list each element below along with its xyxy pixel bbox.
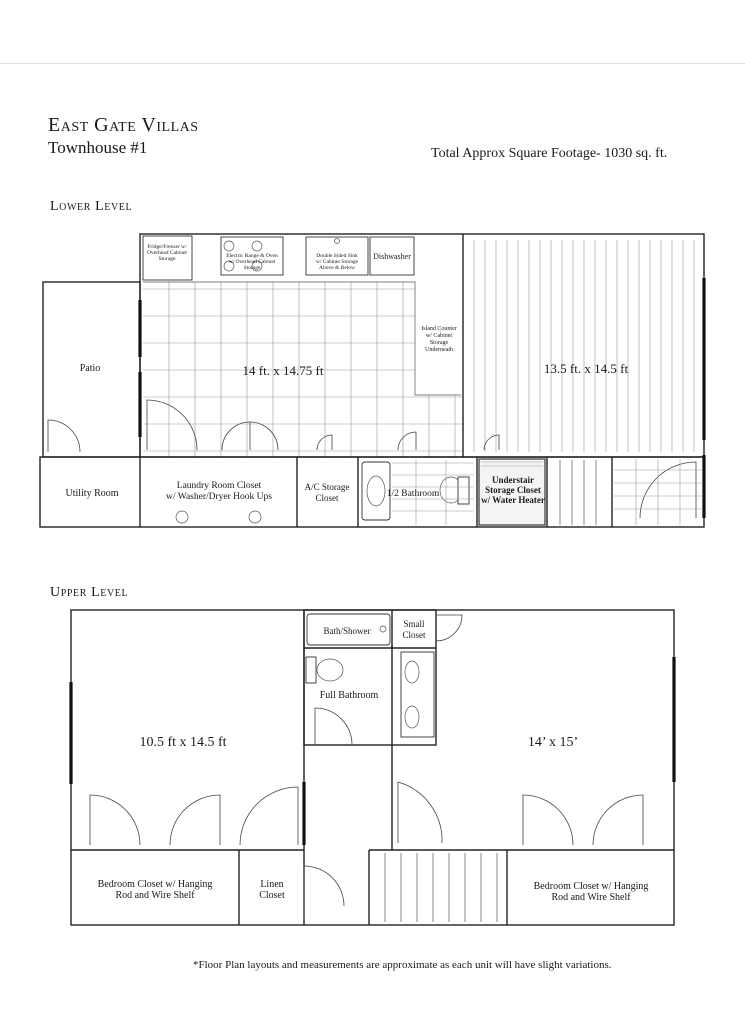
half-bath-door-swing: [398, 432, 416, 450]
dryer-hookup-icon: [249, 511, 261, 523]
bedroom-closet-right-label: Bedroom Closet w/ Hanging Rod and Wire Shelf: [533, 881, 649, 903]
patio-label: Patio: [79, 363, 101, 374]
laundry-label: Laundry Room Closet w/ Washer/Dryer Hook Ups: [166, 481, 272, 502]
bedroom1-dimensions: 10.5 ft x 14.5 ft: [139, 735, 227, 750]
square-footage: Total Approx Square Footage- 1030 sq. ft.: [431, 146, 668, 161]
linen-door-swing: [304, 866, 344, 920]
fridge-label: Fridge/Freezer w/ Overhead Cabinet Storage: [147, 244, 187, 262]
bath-shower-label: Bath/Shower: [323, 626, 371, 636]
washer-hookup-icon: [176, 511, 188, 523]
page-subtitle: Townhouse #1: [48, 138, 148, 157]
understair-door-swing: [484, 435, 499, 450]
entry-door-swing: [640, 462, 696, 518]
utility-room-label: Utility Room: [65, 488, 119, 499]
small-closet-door-swing: [436, 615, 462, 641]
upper-level-heading: Upper Level: [50, 585, 129, 600]
kitchen-dimensions: 14 ft. x 14.75 ft: [242, 363, 324, 378]
footnote: *Floor Plan layouts and measurements are approximate as each unit will have slight variations.: [193, 959, 612, 971]
stair-treads: [560, 460, 596, 525]
closet-door-right-1: [523, 795, 573, 845]
lower-level-plan: [40, 234, 704, 527]
half-bath-label: 1/2 Bathroom: [386, 489, 440, 499]
patio-door-swing: [147, 400, 197, 450]
counter-edge: [143, 282, 461, 395]
dishwasher-label: Dishwasher: [373, 252, 411, 261]
toilet-tank-upper: [306, 657, 316, 683]
laundry-door-swing-right: [250, 422, 278, 450]
ac-storage-label: A/C Storage Closet: [304, 482, 350, 503]
ac-closet-door-swing: [317, 435, 332, 450]
upper-floor-outline: [71, 610, 674, 925]
bedroom2-dimensions: 14’ x 15’: [527, 735, 579, 750]
range-label: Electric Range & Oven w/ Overhead Cabinet Storage: [226, 253, 278, 271]
living-room-dimensions: 13.5 ft. x 14.5 ft: [543, 361, 629, 376]
living-room-flooring: [474, 240, 694, 452]
toilet-icon-upper: [317, 659, 343, 681]
upper-level-plan: [71, 610, 674, 925]
laundry-door-swing-left: [222, 422, 250, 450]
closet-door-left-2: [170, 795, 220, 845]
bedroom2-door-swing: [398, 782, 442, 843]
full-bathroom-label: Full Bathroom: [319, 690, 379, 701]
utility-door-swing: [48, 420, 80, 452]
toilet-tank: [458, 477, 469, 504]
closet-door-left-1: [90, 795, 140, 845]
linen-closet-label: Linen Closet: [259, 879, 285, 901]
sink-label: Double Sided Sink w/ Cabinet Storage Above & Below: [315, 253, 359, 271]
bedroom1-door-swing: [240, 787, 298, 845]
page-title: East Gate Villas: [48, 114, 199, 136]
lower-level-heading: Lower Level: [50, 199, 133, 214]
closet-door-right-2: [593, 795, 643, 845]
island-label: Island Counter w/ Cabinet Storage Underneath: [421, 326, 457, 353]
bedroom-closet-left-label: Bedroom Closet w/ Hanging Rod and Wire Shelf: [97, 879, 213, 901]
understair-label: Understair Storage Closet w/ Water Heater: [481, 475, 545, 505]
small-closet-label: Small Closet: [402, 619, 426, 640]
upper-stair-treads: [385, 853, 497, 922]
bath-door-swing: [315, 708, 352, 745]
